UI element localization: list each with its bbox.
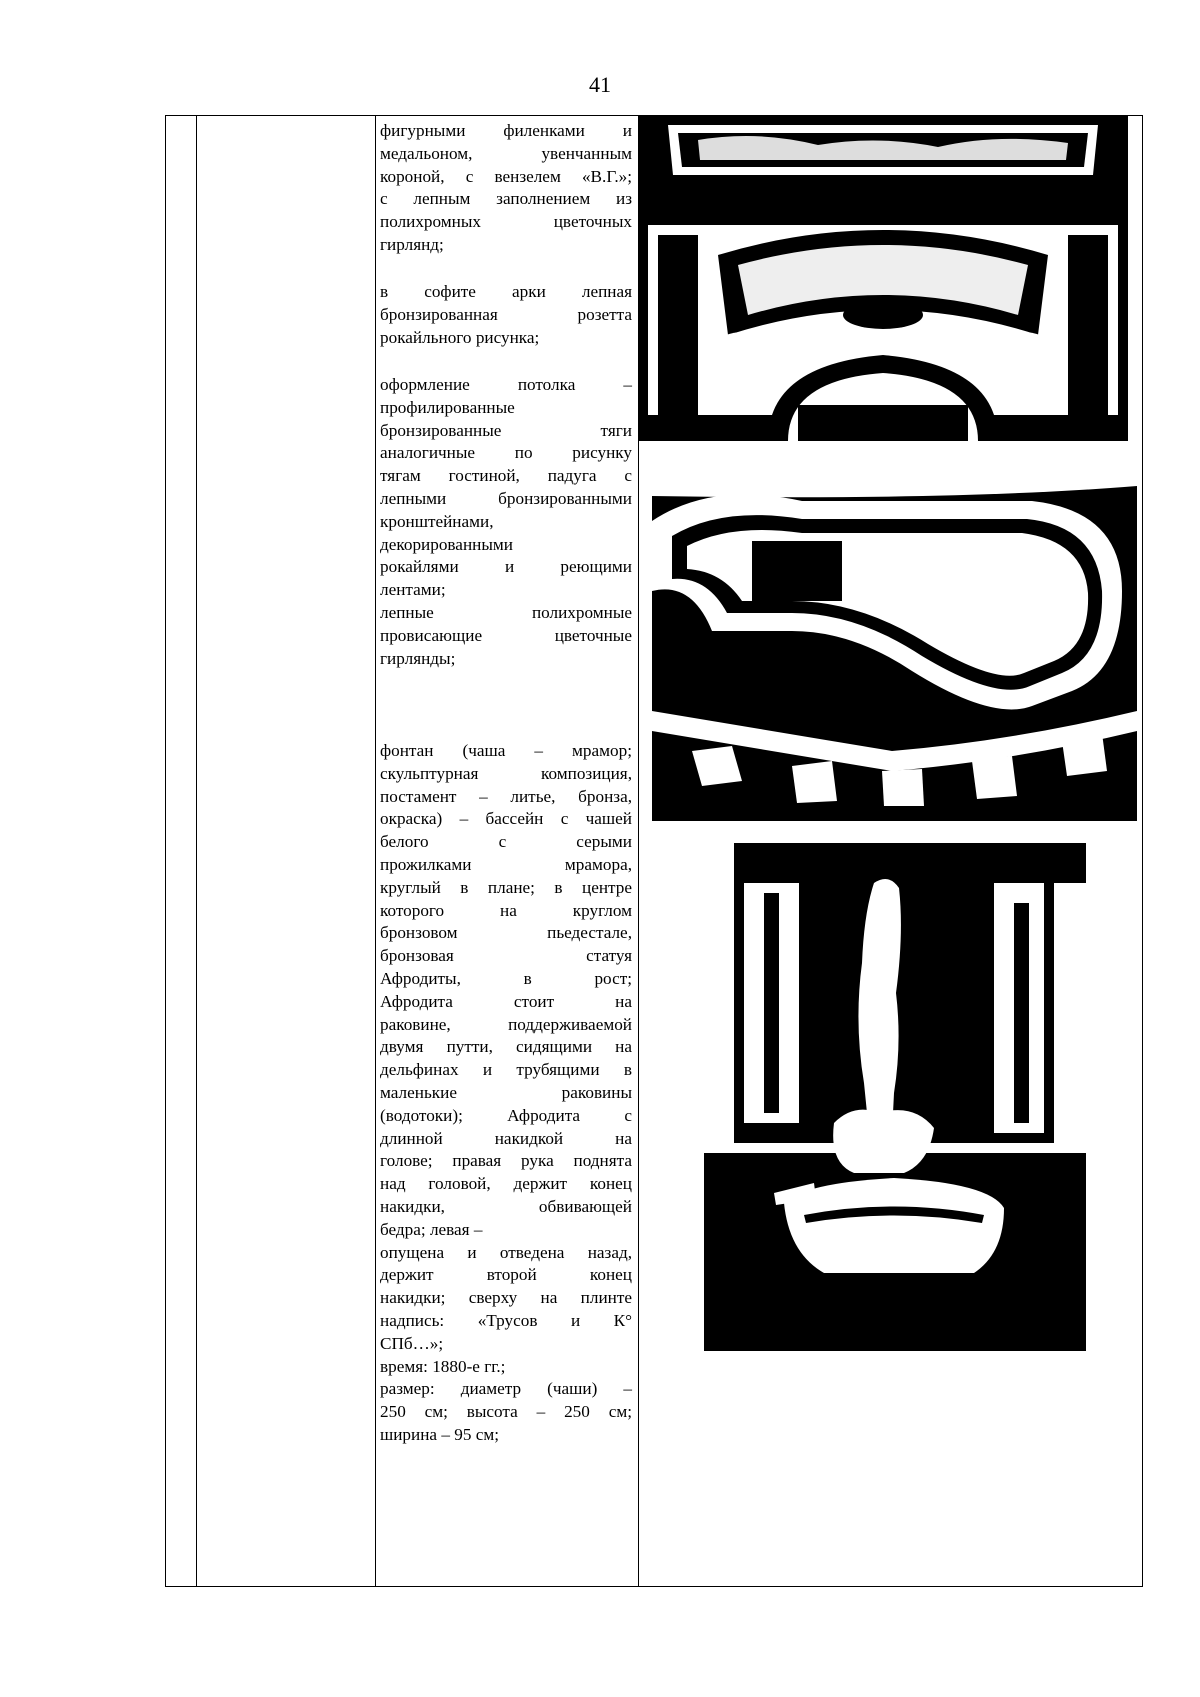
description-block-arch-rosette <box>380 281 632 349</box>
column-divider-2 <box>375 116 376 1586</box>
text-line: декорированными <box>380 534 513 554</box>
text-line: профилированные <box>380 397 515 417</box>
text-line: провисающие цветочные <box>380 625 632 645</box>
text-line: в софите арки лепная <box>380 282 632 301</box>
text-line: фигурными филенками и <box>380 121 632 140</box>
text-line: ширина – 95 см; <box>380 1424 500 1444</box>
text-line: кронштейнами, <box>380 511 494 531</box>
text-line: которого на круглом <box>380 900 632 920</box>
text-line: бронзированные тяги <box>380 420 632 440</box>
text-line: рокайлями и реющими <box>380 557 632 577</box>
photo-fountain-aphrodite <box>704 843 1086 1351</box>
text-line: опущена и отведена назад, <box>380 1242 632 1262</box>
text-line: Афродита стоит на <box>380 991 632 1011</box>
text-line: длинной накидкой на <box>380 1128 632 1148</box>
text-line: рокайльного рисунка; <box>380 327 540 347</box>
text-line: тягам гостиной, падуга с <box>380 466 632 486</box>
text-line: дельфинах и трубящими в <box>380 1060 632 1080</box>
text-line: короной, с вензелем «В.Г.»; <box>380 166 632 186</box>
column-divider-1 <box>196 116 197 1586</box>
text-line: аналогичные по рисунку <box>380 443 632 463</box>
text-line: лепные полихромные <box>380 602 632 622</box>
text-line: над головой, держит конец <box>380 1174 632 1194</box>
text-line: бронзовом пьедестале, <box>380 923 632 943</box>
text-line: постамент – литье, бронза, <box>380 786 632 806</box>
text-line: бедра; левая – <box>380 1219 483 1239</box>
text-line: с лепным заполнением из <box>380 189 632 209</box>
photo-arch-decoration <box>638 115 1128 441</box>
text-line: скульптурная композиция, <box>380 763 632 783</box>
text-line: двумя путти, сидящими на <box>380 1037 632 1057</box>
text-line: (водотоки); Афродита с <box>380 1105 632 1125</box>
text-line: держит второй конец <box>380 1265 632 1285</box>
text-line: гирлянды; <box>380 648 456 668</box>
text-line: окраска) – бассейн с чашей <box>380 809 632 829</box>
text-line: бронзовая статуя <box>380 946 632 966</box>
text-line: надпись: «Трусов и К° <box>380 1310 632 1330</box>
text-line: белого с серыми <box>380 832 632 852</box>
text-line: раковине, поддерживаемой <box>380 1014 632 1034</box>
text-line: круглый в плане; в центре <box>380 877 632 897</box>
text-line: Афродиты, в рост; <box>380 968 632 988</box>
text-line: прожилками мрамора, <box>380 854 632 874</box>
text-line: накидки, обвивающей <box>380 1196 632 1216</box>
text-line: накидки; сверху на плинте <box>380 1288 632 1308</box>
text-line: полихромных цветочных <box>380 212 632 232</box>
text-line: СПб…»; <box>380 1333 444 1353</box>
description-block-wall-panels <box>380 120 632 257</box>
text-line: медальоном, увенчанным <box>380 143 632 163</box>
text-line: гирлянд; <box>380 234 444 254</box>
text-line: голове; правая рука поднята <box>380 1151 632 1171</box>
description-block-ceiling <box>380 374 632 670</box>
text-line: 250 см; высота – 250 см; <box>380 1402 632 1422</box>
text-line: время: 1880-е гг.; <box>380 1356 506 1376</box>
page-number: 41 <box>589 72 611 97</box>
text-line: фонтан (чаша – мрамор; <box>380 741 632 760</box>
photo-ceiling-cornice <box>652 461 1137 821</box>
text-line: лентами; <box>380 580 446 600</box>
text-line: лепными бронзированными <box>380 488 632 508</box>
text-line: бронзированная розетта <box>380 304 632 324</box>
text-line: маленькие раковины <box>380 1082 632 1102</box>
description-block-fountain <box>380 740 632 1447</box>
text-line: оформление потолка – <box>380 375 632 394</box>
text-line: размер: диаметр (чаши) – <box>380 1379 632 1399</box>
